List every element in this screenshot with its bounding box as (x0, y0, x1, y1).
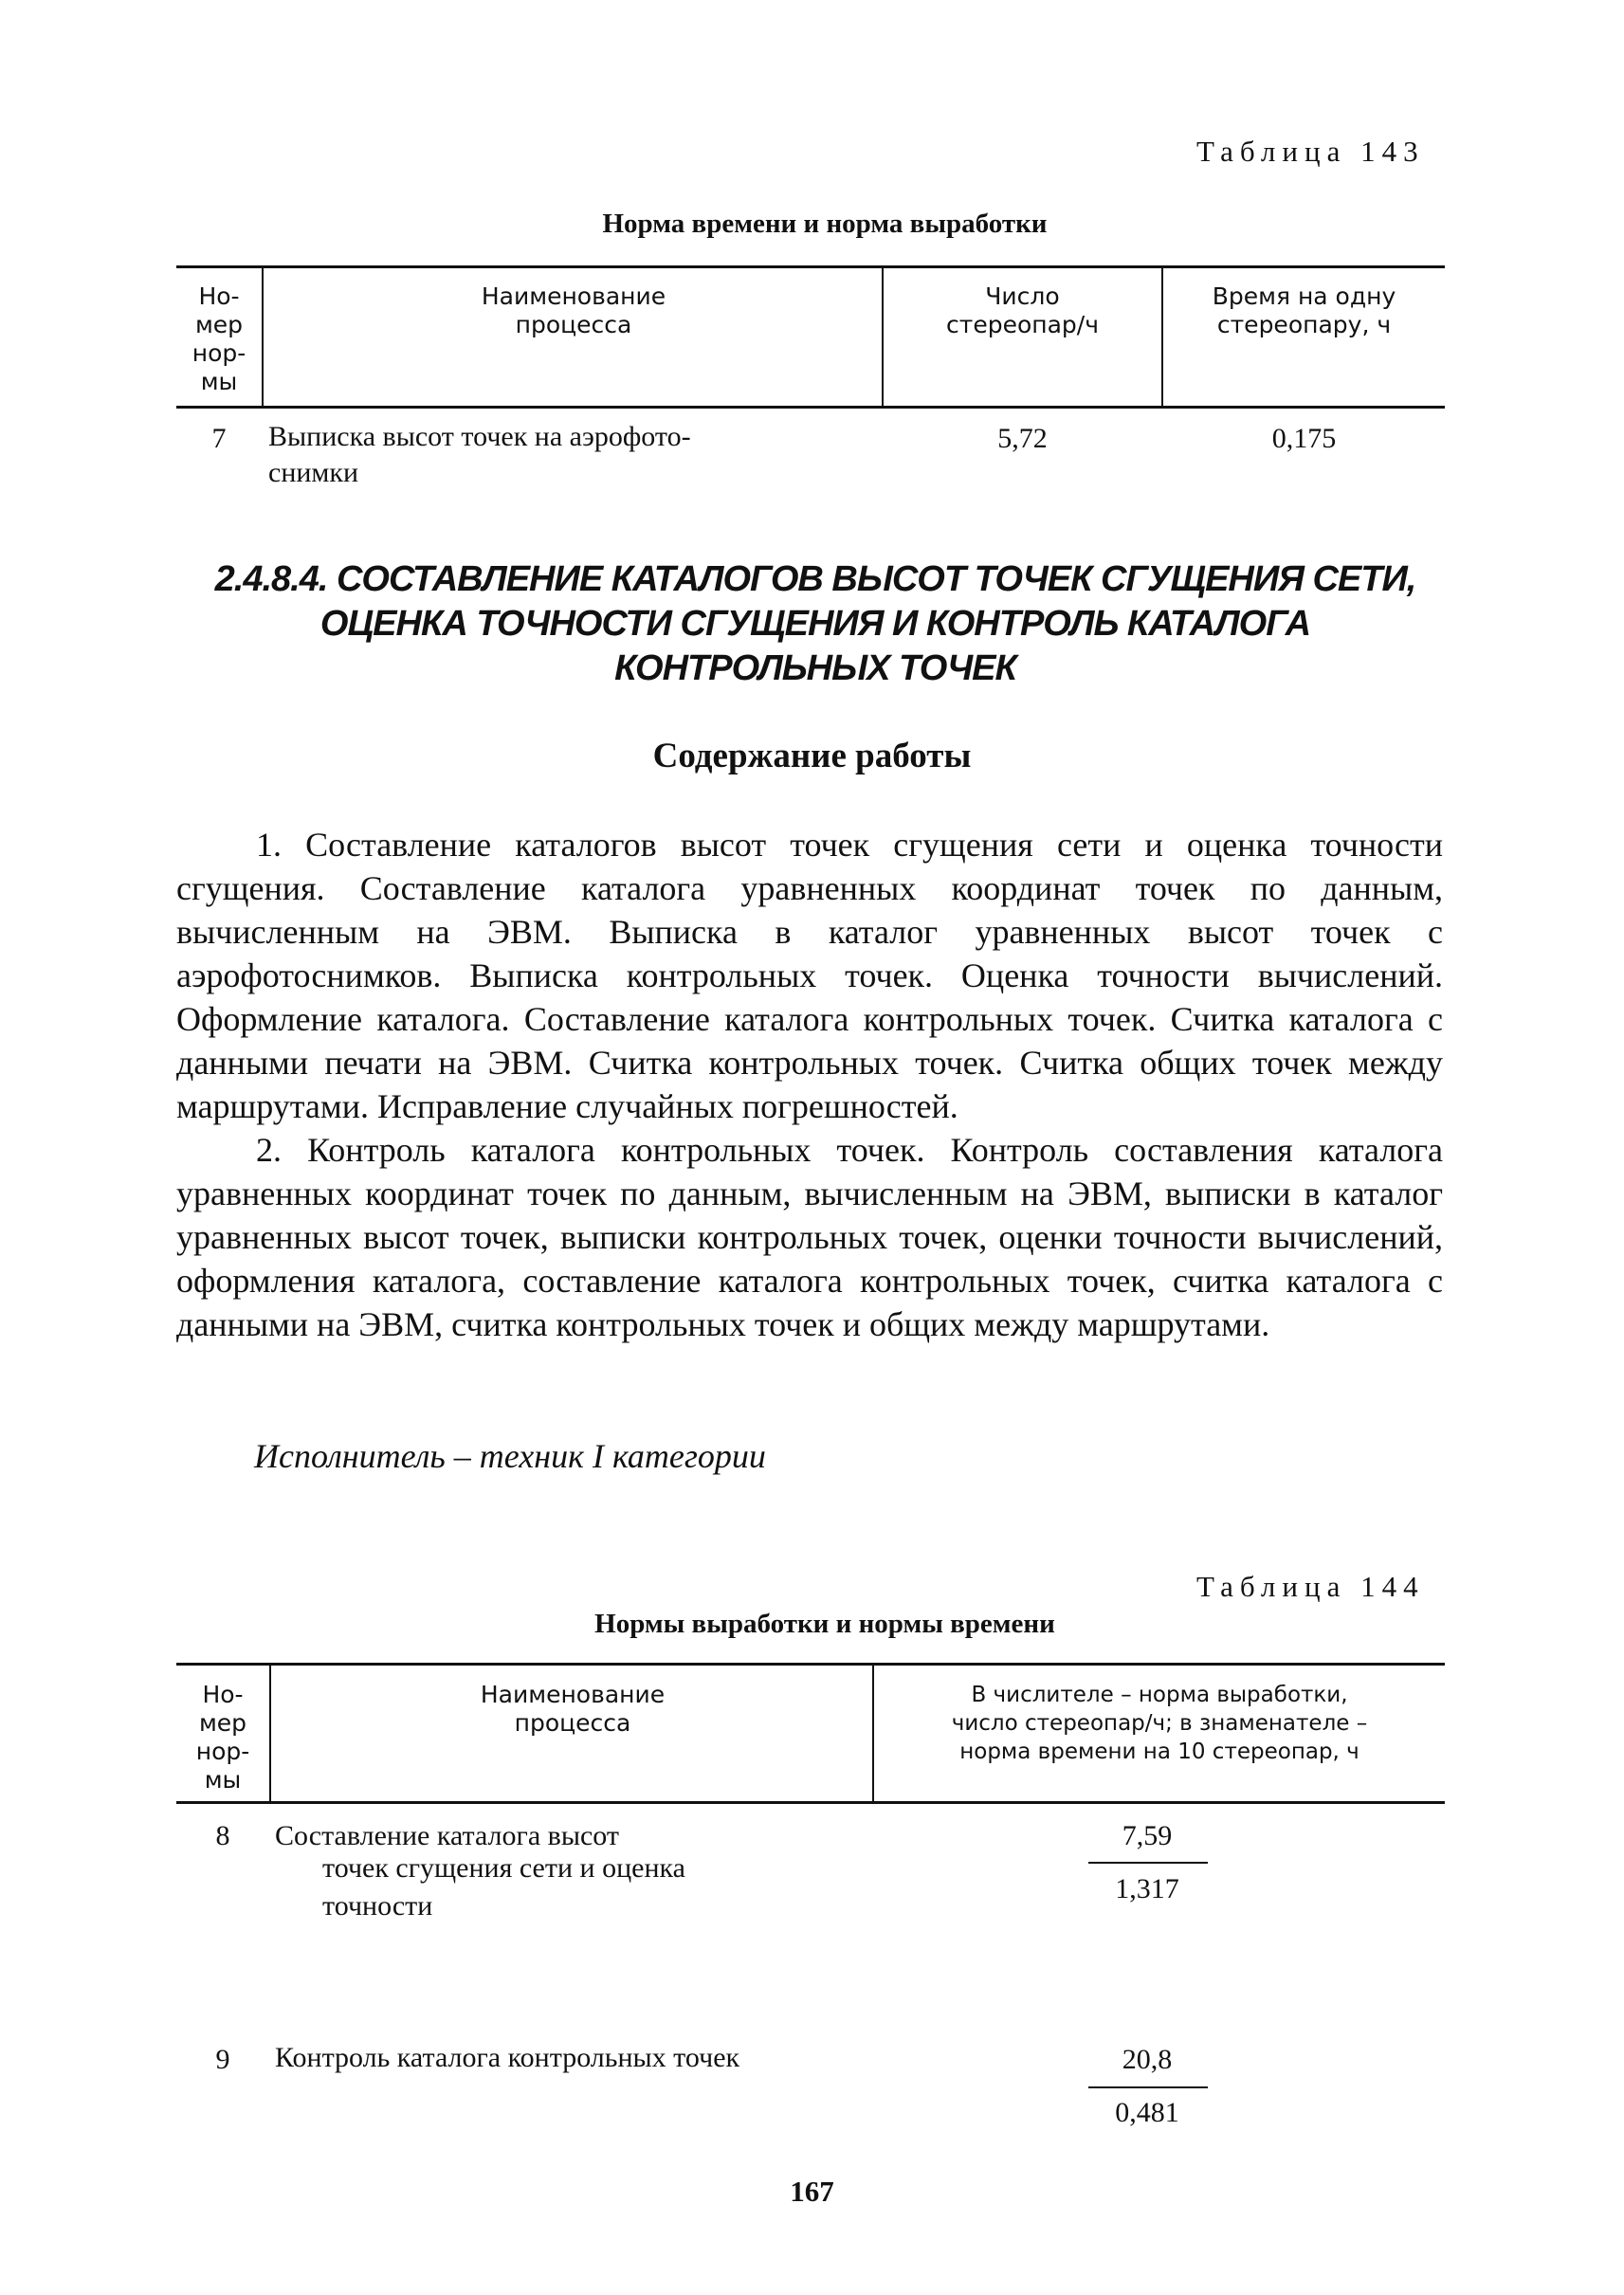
work-content-heading: Содержание работы (652, 737, 972, 775)
row-process-line: Контроль каталога контрольных точек (275, 2042, 740, 2073)
table-143-header-number (176, 282, 262, 396)
header-line: Но- (198, 282, 240, 310)
header-line: Число (985, 282, 1060, 310)
section-heading-line: 2.4.8.4. СОСТАВЛЕНИЕ КАТАЛОГОВ ВЫСОТ ТОЧЕК СГУЩЕНИЯ СЕТИ, (214, 559, 1416, 599)
row-time: 0,175 (1271, 423, 1337, 454)
section-heading-line: ОЦЕНКА ТОЧНОСТИ СГУЩЕНИЯ И КОНТРОЛЬ КАТАЛОГА (319, 604, 1311, 644)
header-line: Но- (202, 1681, 244, 1708)
row-number: 7 (211, 423, 227, 454)
section-heading-line: КОНТРОЛЬНЫХ ТОЧЕК (614, 648, 1016, 688)
table-144-top-rule (176, 1663, 1445, 1666)
row-process-line: Составление каталога высот (275, 1820, 620, 1851)
table-143-header-rule (176, 406, 1445, 409)
table-143-top-rule (176, 265, 1445, 268)
header-line: стереопару, ч (1216, 311, 1392, 338)
fraction-line (1088, 1862, 1208, 1864)
header-line: мы (204, 1766, 242, 1794)
work-content-body (176, 823, 1443, 1346)
table-144-header-number (176, 1681, 269, 1794)
performer-line: Исполнитель – техник I категории (254, 1437, 766, 1475)
section-heading (142, 557, 1488, 691)
table-144-header-process (273, 1681, 872, 1738)
header-line: процесса (514, 1709, 631, 1737)
header-line: Наименование (480, 1681, 666, 1708)
row-denominator: 1,317 (1115, 1873, 1179, 1904)
row-number: 9 (215, 2044, 230, 2075)
table-144-header-values (874, 1681, 1445, 1766)
header-line: нор- (192, 339, 246, 367)
paragraph-2: 2. Контроль каталога контрольных точек. Контроль составления каталога уравненных координат точек по данным, вычисленным на ЭВМ, выписки в каталог уравненных высот точек, выписки контрольных точек, оценки точности вычислений, оформления каталога, составление каталога контрольных точек, считка каталога с данными на ЭВМ, считка контрольных точек и общих между маршрутами. (176, 1131, 1443, 1343)
header-line: норма времени на 10 стереопар, ч (959, 1739, 1359, 1764)
row-numerator: 7,59 (1122, 1820, 1173, 1851)
table-143-col-divider (262, 267, 264, 406)
table-143-header-process (265, 282, 882, 339)
header-line: стереопар/ч (946, 311, 1099, 338)
row-process-line: снимки (268, 457, 359, 488)
row-process-line: точек сгущения сети и оценка (322, 1852, 685, 1884)
header-line: процесса (515, 311, 632, 338)
row-process-line: точности (322, 1890, 433, 1922)
table-144-col-divider (269, 1665, 271, 1801)
header-line: В числителе – норма выработки, (971, 1683, 1348, 1707)
row-rate: 5,72 (997, 423, 1048, 454)
row-denominator: 0,481 (1115, 2097, 1179, 2128)
table-144-label: Таблица 144 (1196, 1570, 1425, 1603)
table-143-header-time (1163, 282, 1445, 339)
row-number: 8 (215, 1820, 230, 1851)
table-143-title: Норма времени и норма выработки (602, 209, 1048, 239)
header-line: мер (198, 1709, 247, 1737)
header-line: мер (194, 311, 244, 338)
header-line: число стереопар/ч; в знаменателе – (951, 1711, 1368, 1736)
row-process-line: Выписка высот точек на аэрофото- (268, 421, 691, 452)
header-line: Наименование (481, 282, 666, 310)
header-line: Время на одну (1212, 282, 1396, 310)
row-numerator: 20,8 (1122, 2044, 1173, 2075)
table-143-label: Таблица 143 (1196, 135, 1425, 168)
table-144-header-rule (176, 1801, 1445, 1804)
table-144-title: Нормы выработки и нормы времени (594, 1609, 1055, 1639)
header-line: мы (200, 368, 238, 395)
fraction-line (1088, 2086, 1208, 2088)
page-number: 167 (790, 2175, 834, 2208)
paragraph-1: 1. Составление каталогов высот точек сгущения сети и оценка точности сгущения. Составление каталога уравненных координат точек по данным, вычисленным на ЭВМ. Выписка в каталог уравненных высот точек с аэрофотоснимков. Выписка контрольных точек. Оценка точности вычислений. Оформление каталога. Составление каталога контрольных точек. Считка каталога с данными печати на ЭВМ. Считка контрольных точек. Считка общих точек между маршрутами. Исправление случайных погрешностей. (176, 826, 1443, 1125)
table-143-header-rate (884, 282, 1161, 339)
header-line: нор- (195, 1738, 250, 1765)
